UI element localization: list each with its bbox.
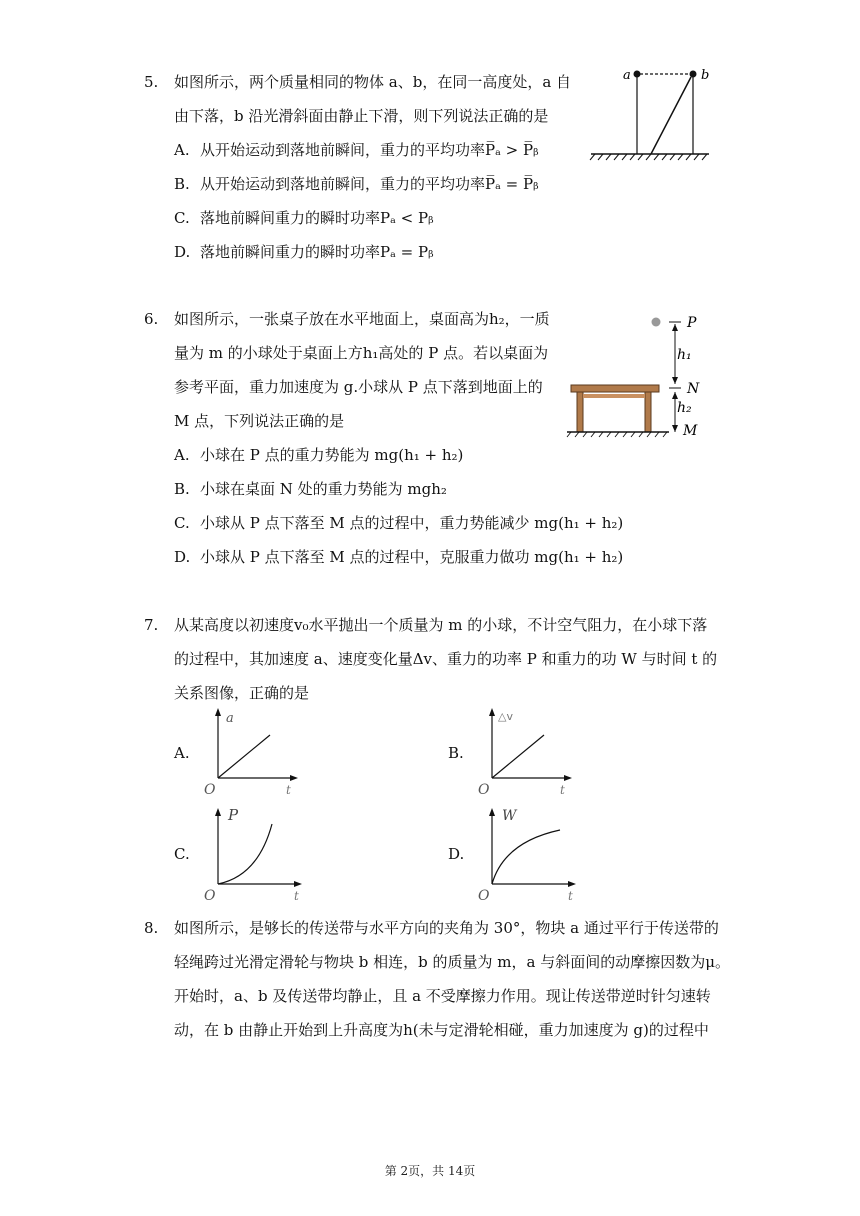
question-text-line: 由下落，b 沿光滑斜面由静止下滑，则下列说法正确的是: [174, 107, 549, 125]
option-c: C. 小球从 P 点下落至 M 点的过程中，重力势能减少 mg(h₁ + h₂): [174, 514, 624, 532]
graph-d: [472, 802, 582, 902]
incline-figure: [585, 60, 715, 165]
question-text-line: 开始时，a、b 及传送带均静止，且 a 不受摩擦力作用。现让传送带逆时针匀速转: [174, 987, 711, 1005]
table-figure: [565, 308, 715, 440]
graph-option-d-letter: D.: [448, 845, 465, 863]
question-text-line: 动，在 b 由静止开始到上升高度为h(未与定滑轮相碰，重力加速度为 g)的过程中: [174, 1021, 709, 1039]
label-a: a: [623, 68, 631, 83]
label-h2: h₂: [677, 400, 692, 416]
label-n: N: [687, 381, 700, 397]
option-a: A. 从开始运动到落地前瞬间，重力的平均功率P̅ₐ > P̅ᵦ: [174, 141, 539, 159]
graph-a-origin: O: [204, 782, 216, 796]
question-text-line: 量为 m 的小球处于桌面上方h₁高处的 P 点。若以桌面为: [174, 344, 549, 362]
graph-option-c-letter: C.: [174, 845, 190, 863]
question-number: 6.: [144, 310, 159, 328]
page-footer: 第 2页，共 14页: [384, 1164, 476, 1178]
graph-c-origin: O: [204, 888, 216, 902]
graph-d-xlabel: t: [568, 889, 573, 902]
question-text-line: 的过程中，其加速度 a、速度变化量Δv、重力的功率 P 和重力的功 W 与时间 t 的: [174, 650, 718, 668]
graph-c-xlabel: t: [294, 889, 299, 902]
graph-b-origin: O: [478, 782, 490, 796]
option-b: B. 小球在桌面 N 处的重力势能为 mgh₂: [174, 480, 447, 498]
graph-option-a-letter: A.: [174, 744, 190, 762]
option-d: D. 落地前瞬间重力的瞬时功率Pₐ = Pᵦ: [174, 243, 434, 261]
graph-b: [472, 702, 576, 796]
graph-option-b-letter: B.: [448, 744, 464, 762]
graph-b-ylabel: △v: [498, 710, 513, 723]
label-p: P: [687, 315, 697, 331]
graph-d-origin: O: [478, 888, 490, 902]
graph-c: [198, 802, 308, 902]
option-c: C. 落地前瞬间重力的瞬时功率Pₐ < Pᵦ: [174, 209, 434, 227]
label-m: M: [683, 423, 698, 439]
graph-a: [198, 702, 302, 796]
label-b: b: [701, 68, 710, 83]
graph-a-xlabel: t: [286, 783, 291, 796]
question-number: 5.: [144, 73, 159, 91]
graph-d-ylabel: W: [502, 808, 517, 824]
question-text-line: 关系图像，正确的是: [174, 684, 310, 702]
question-text-line: 如图所示，是够长的传送带与水平方向的夹角为 30°，物块 a 通过平行于传送带的: [174, 919, 719, 937]
question-text-line: 如图所示，两个质量相同的物体 a、b，在同一高度处，a 自: [174, 73, 572, 91]
question-text-line: 参考平面，重力加速度为 g.小球从 P 点下落到地面上的: [174, 378, 543, 396]
question-text-line: 轻绳跨过光滑定滑轮与物块 b 相连，b 的质量为 m，a 与斜面间的动摩擦因数为μ。: [174, 953, 730, 971]
question-text-line: M 点，下列说法正确的是: [174, 412, 345, 430]
option-d: D. 小球从 P 点下落至 M 点的过程中，克服重力做功 mg(h₁ + h₂): [174, 548, 624, 566]
question-text-line: 如图所示，一张桌子放在水平地面上，桌面高为h₂，一质: [174, 310, 550, 328]
option-b: B. 从开始运动到落地前瞬间，重力的平均功率P̅ₐ = P̅ᵦ: [174, 175, 539, 193]
graph-c-ylabel: P: [228, 806, 239, 824]
question-text-line: 从某高度以初速度v₀水平抛出一个质量为 m 的小球，不计空气阻力，在小球下落: [174, 616, 708, 634]
graph-b-xlabel: t: [560, 783, 565, 796]
option-a: A. 小球在 P 点的重力势能为 mg(h₁ + h₂): [174, 446, 464, 464]
graph-a-ylabel: a: [226, 711, 234, 726]
label-h1: h₁: [677, 347, 692, 363]
question-number: 7.: [144, 616, 159, 634]
question-number: 8.: [144, 919, 159, 937]
